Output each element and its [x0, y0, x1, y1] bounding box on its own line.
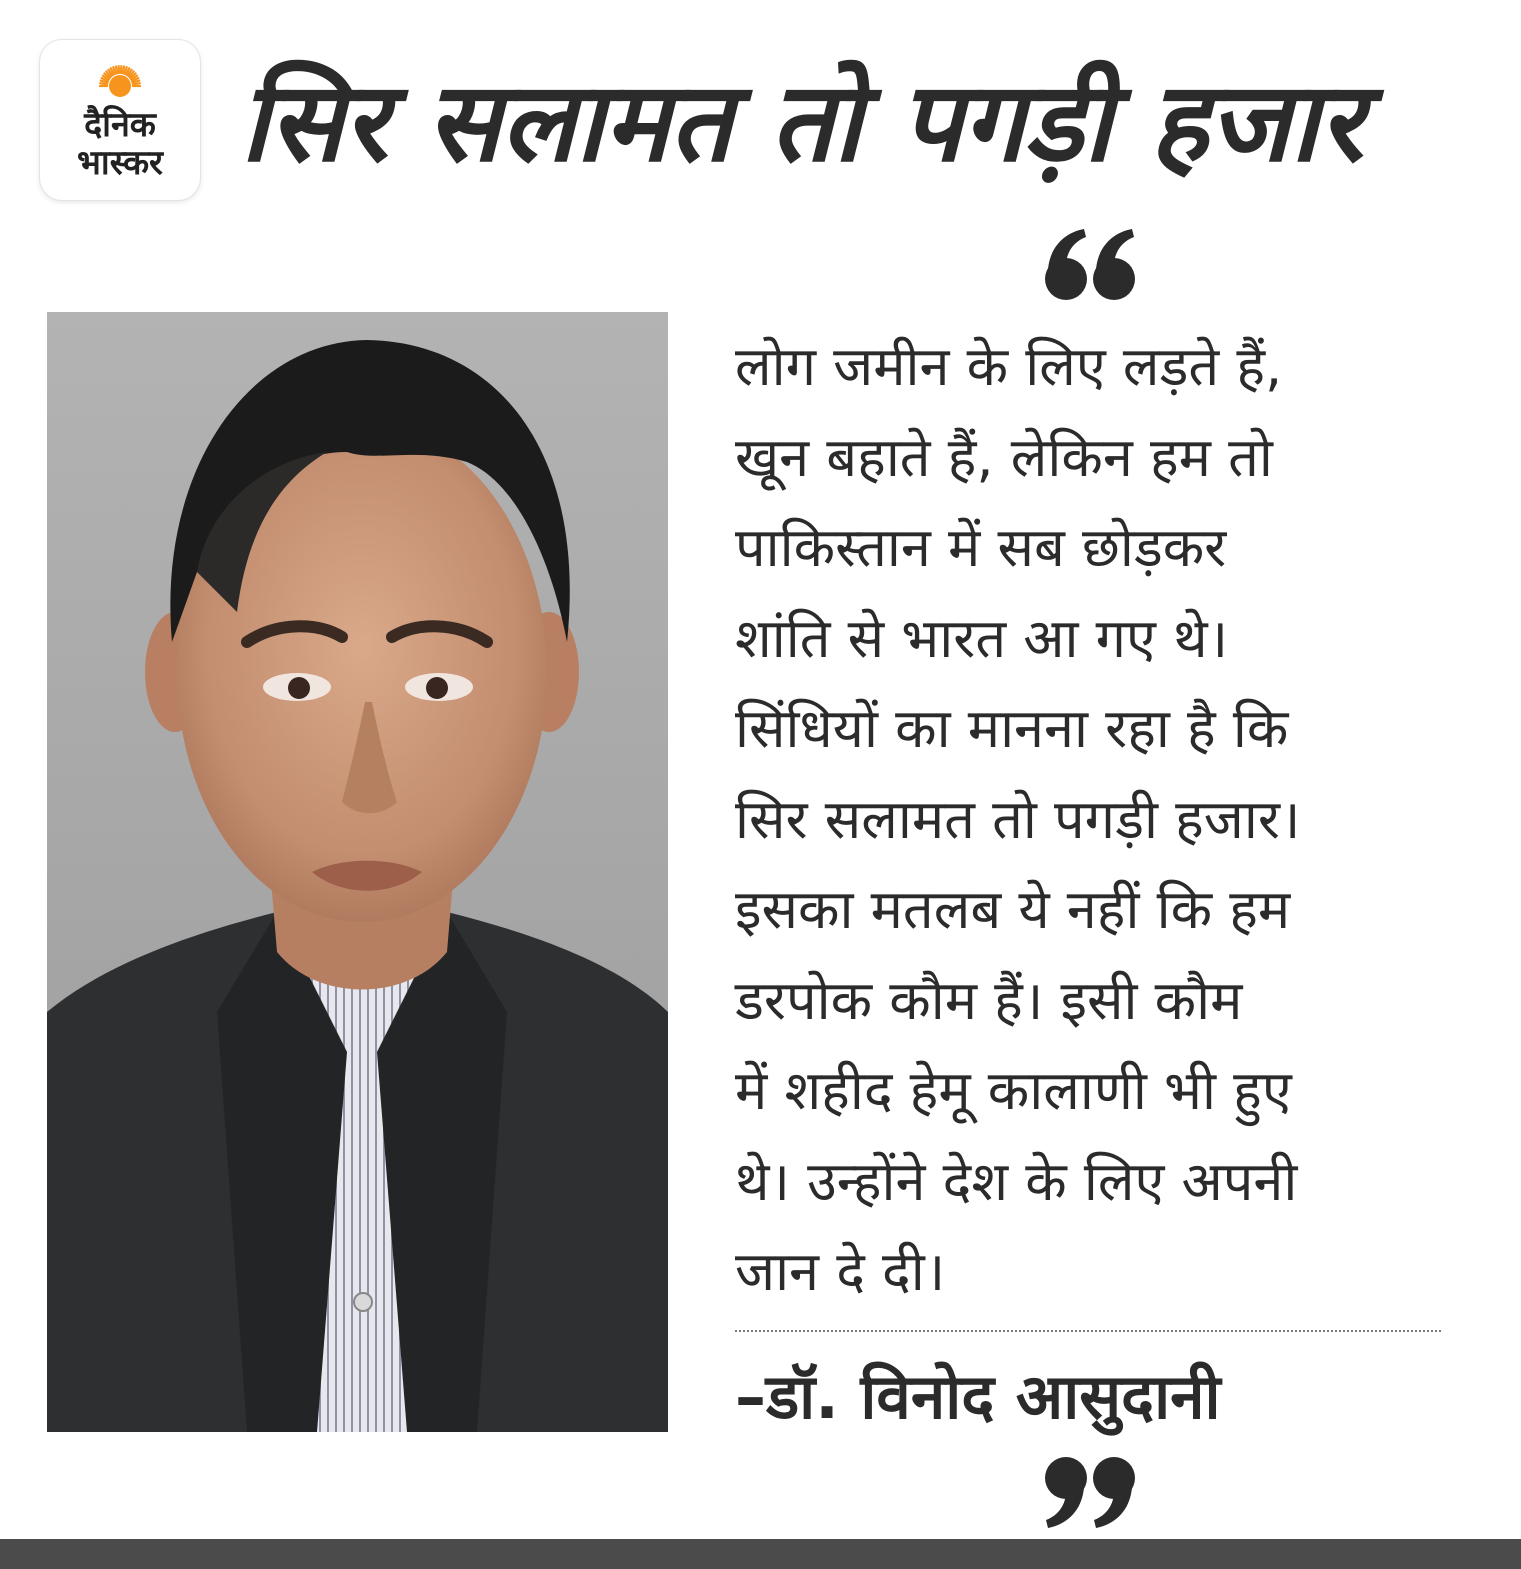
quote-line: थे। उन्होंने देश के लिए अपनी — [735, 1149, 1298, 1213]
dotted-divider — [735, 1330, 1441, 1332]
quote-attribution: –डॉ. विनोद आसुदानी — [735, 1360, 1221, 1433]
quote-line: लोग जमीन के लिए लड़ते हैं, — [735, 335, 1283, 398]
portrait-photo — [47, 312, 668, 1432]
quote-line: पाकिस्तान में सब छोड़कर — [735, 516, 1227, 579]
sun-ray — [100, 83, 107, 84]
quote-line: इसका मतलब ये नहीं कि हम — [735, 878, 1291, 941]
quote-line: सिंधियों का मानना रहा है कि — [735, 697, 1289, 760]
bottom-bar — [0, 1539, 1521, 1569]
quote-line: खून बहाते हैं, लेकिन हम तो — [735, 425, 1273, 489]
logo-text-line2: भास्कर — [77, 143, 163, 183]
quote-line: जान दे दी। — [735, 1240, 946, 1303]
dainik-bhaskar-logo — [40, 40, 200, 200]
quote-line: डरपोक कौम हैं। इसी कौम — [735, 968, 1243, 1032]
quote-line: सिर सलामत तो पगड़ी हजार। — [735, 787, 1301, 851]
quote-line: शांति से भारत आ गए थे। — [735, 606, 1229, 670]
quote-text — [735, 322, 1475, 1318]
close-quote-icon — [1040, 1452, 1140, 1532]
logo-text-line1: दैनिक — [84, 105, 156, 145]
headline: सिर सलामत तो पगड़ी हजार — [240, 58, 1364, 186]
sun-ray — [133, 83, 140, 84]
sun-logo-icon — [90, 58, 150, 102]
sun-ray — [116, 66, 117, 73]
open-quote-icon — [1040, 225, 1140, 305]
quote-line: में शहीद हेमू कालाणी भी हुए — [735, 1059, 1292, 1122]
